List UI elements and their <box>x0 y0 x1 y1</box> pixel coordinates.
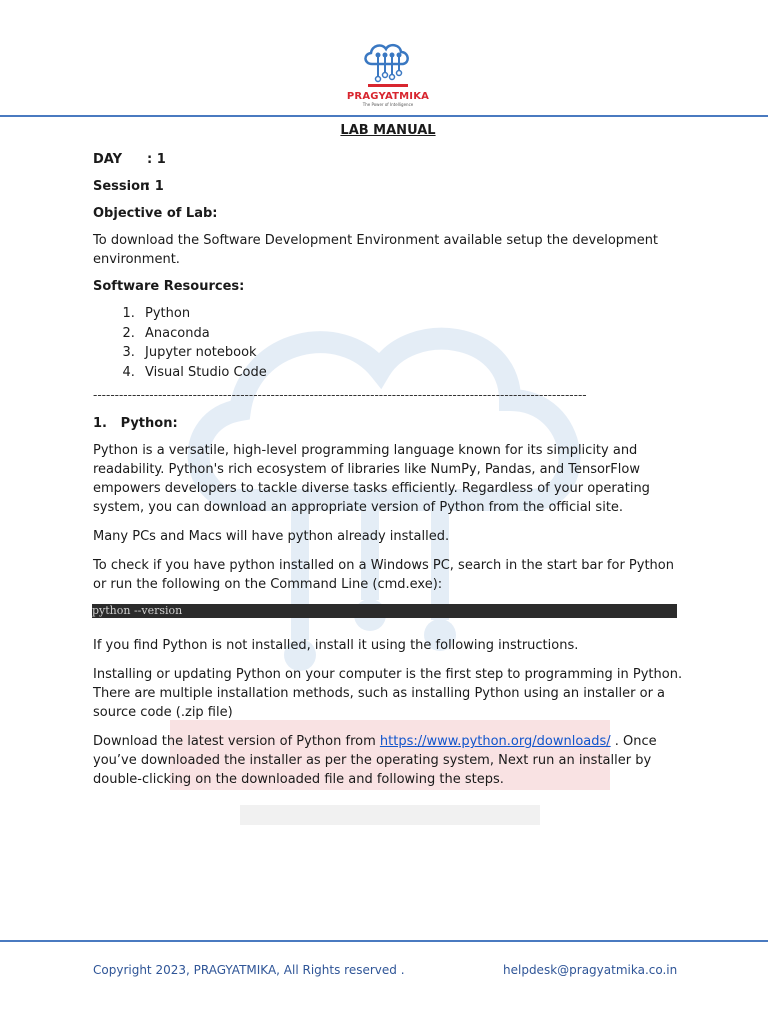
download-text-after: . Once you’ve downloaded the installer as per the operating system, Next run an installer by double-clicking on the downloaded file and following the steps. <box>93 734 657 787</box>
python-preinstalled: Many PCs and Macs will have python already installed. <box>93 529 450 544</box>
download-text-before: Download the latest version of Python from <box>93 734 380 749</box>
list-item: 4. Visual Studio Code <box>139 363 683 383</box>
day-value: : 1 <box>147 152 166 167</box>
day-label: DAY <box>93 152 123 167</box>
page-title: LAB MANUAL <box>340 123 436 138</box>
list-item: 1. Python <box>139 304 683 324</box>
list-item: 3. Jupyter notebook <box>139 343 683 363</box>
session-label: Session <box>93 179 150 194</box>
section-number: 1. <box>93 416 107 431</box>
section-separator: ------------------------------------------------------------------------------------------------------------------ <box>93 388 587 402</box>
resources-list <box>93 304 683 382</box>
section-title: Python: <box>120 416 178 431</box>
resources-heading: Software Resources: <box>93 279 245 294</box>
footer-divider <box>0 940 768 942</box>
install-methods-text: Installing or updating Python on your computer is the first step to programming in Python. There are multiple installation methods, such as installing Python using an installer or a source code (.zip file) <box>93 667 683 720</box>
list-item: 2. Anaconda <box>139 324 683 344</box>
logo-tagline: The Power of Intelligence <box>362 102 414 107</box>
header-divider <box>0 115 768 117</box>
objective-heading: Objective of Lab: <box>93 206 218 221</box>
python-intro: Python is a versatile, high-level programming language known for its simplicity and readability. Python's rich ecosystem of libraries like NumPy, Pandas, and TensorFlow empowers developers to tackle diverse tasks efficiently. Regardless of your operating system, you can download an appropriate version of Python from the official site. <box>93 443 650 515</box>
logo-name: PRAGYATMIKA <box>346 91 430 102</box>
footer-copyright: Copyright 2023, PRAGYATMIKA, All Rights reserved . <box>93 963 405 977</box>
not-installed-text: If you find Python is not installed, install it using the following instructions. <box>93 638 579 653</box>
session-line <box>93 179 683 194</box>
code-block: python --version <box>92 604 677 618</box>
footer-email: helpdesk@pragyatmika.co.in <box>503 963 678 977</box>
company-logo <box>340 40 436 112</box>
python-check: To check if you have python installed on a Windows PC, search in the start bar for Python or run the following on the Command Line (cmd.exe): <box>93 558 674 592</box>
cloud-circuit-icon <box>360 40 416 90</box>
section-heading-python <box>93 416 683 431</box>
session-value: : 1 <box>145 179 164 194</box>
document-body <box>93 123 683 799</box>
objective-text: To download the Software Development Environment available setup the development environment. <box>93 233 659 267</box>
day-line <box>93 152 683 167</box>
download-text <box>93 732 683 789</box>
python-downloads-link[interactable]: https://www.python.org/downloads/ <box>379 734 611 749</box>
